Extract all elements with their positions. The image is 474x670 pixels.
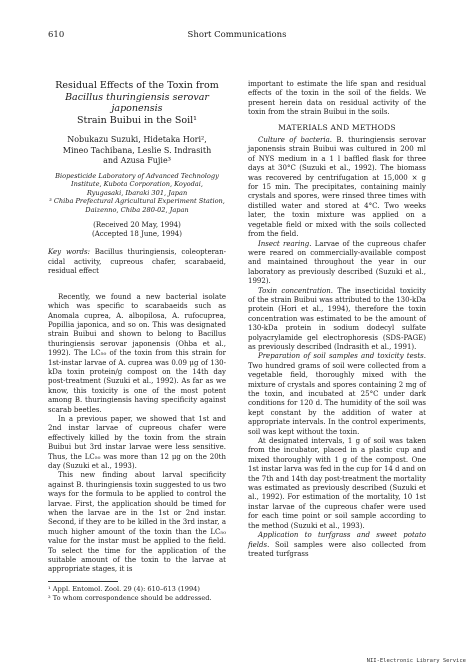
footnote-rule <box>48 581 118 582</box>
affil2-line-1: ³ Chiba Prefectural Agricultural Experiment Station, <box>49 197 225 206</box>
methods-paragraph <box>248 437 426 531</box>
affiliations <box>48 172 226 215</box>
affil1-line-1: Biopesticide Laboratory of Advanced Technology <box>55 171 219 180</box>
left-body <box>48 293 226 575</box>
running-head: Short Communications <box>187 30 287 40</box>
methods-paragraph <box>248 136 426 239</box>
footnote-1: ¹ Appl. Entomol. Zool. 29 (4): 610–613 (1994) <box>48 585 200 593</box>
body-paragraph: This new finding about larval specificity against B. thuringiensis toxin suggested to us two ways for the formula to be applied to control the larvae. First, the application should be timed for when the larvae are in the 1st or 2nd instar. Second, if they are to be killed in the 3rd instar, a much higher amount of the toxin than the LC₅₀ value for the instar must be applied to the field. To select the time for the application of the suitable amount of the toxin to the larvae at appropriate stages, it is <box>48 471 226 574</box>
title-line-1: Residual Effects of the Toxin from <box>55 80 219 91</box>
authors-line-1: Nobukazu Suzuki, Hidetaka Hori², <box>67 135 207 144</box>
methods-paragraph <box>248 287 426 353</box>
title-line-2: Bacillus thuringiensis serovar japonensis <box>65 91 209 114</box>
keywords <box>48 248 226 276</box>
submission-dates <box>48 221 226 239</box>
footnote-2: ² To whom correspondence should be addressed. <box>48 594 212 602</box>
subsection-body: The insecticidal toxicity of the strain Buibui was attributed to the 130-kDa protein (Hori et al., 1994), therefore the toxin concentration was estimated to be the amount of 130-kDa protein in sodium dodecyl sulfate polyacrylamide gel electrophoresis (SDS-PAGE) as previously described (Indrasith et al., 1991). <box>248 286 426 351</box>
left-column <box>48 80 226 575</box>
page-header <box>48 30 426 44</box>
subsection-head: Preparation of soil samples and toxicity tests. <box>258 352 426 361</box>
methods-paragraph <box>248 352 426 437</box>
footnotes <box>48 585 248 603</box>
page-number: 610 <box>48 30 65 40</box>
subsection-head: Toxin concentration. <box>258 286 333 295</box>
subsection-head: Insect rearing. <box>258 239 312 248</box>
affil1-line-2: Institute, Kubota Corporation, Koyodai, <box>71 180 203 189</box>
body-paragraph: In a previous paper, we showed that 1st and 2nd instar larvae of cupreous chafer were effectively killed by the toxin from the strain Buibui but 3rd instar larvae were less sensitive. Thus, the LC₅₀ was more than 12 μg on the 20th day (Suzuki et al., 1993). <box>48 414 226 470</box>
subsection-body: Soil samples were also collected from treated turfgrass <box>248 540 426 558</box>
affil1-line-3: Ryugasaki, Ibaraki 301, Japan <box>86 188 188 197</box>
section-heading: MATERIALS AND METHODS <box>278 122 396 132</box>
article-title <box>48 80 226 126</box>
keywords-label: Key words: <box>48 248 90 257</box>
right-column <box>248 80 426 559</box>
methods-paragraph <box>248 240 426 287</box>
subsection-body: Larvae of the cupreous chafer were reared on commercially-available compost and maintained throughout the year in our laboratory as previously described (Suzuki et al., 1992). <box>248 239 426 286</box>
subsection-body: Two hundred grams of soil were collected from a vegetable field, thoroughly mixed with the mixture of crystals and spores containing 2 mg of the toxin, and incubated at 25°C under dark conditions for 120 d. The humidity of the soil was kept constant by the addition of water at appropriate intervals. In the control experiments, soil was kept without the toxin. <box>248 361 426 436</box>
authors-line-2: Mineo Tachibana, Leslie S. Indrasith <box>62 145 212 155</box>
subsection-head: Application to turfgrass and sweet potato fields. <box>248 531 426 549</box>
subsection-head: Culture of bacteria. <box>258 136 332 145</box>
affil2-line-2: Daizenno, Chiba 280-02, Japan <box>85 205 189 214</box>
authors-line-3: and Azusa Fujie³ <box>103 156 171 165</box>
methods-paragraph <box>248 531 426 559</box>
authors <box>48 135 226 167</box>
title-line-3: Strain Buibui in the Soil¹ <box>77 114 197 126</box>
keywords-text: Bacillus thuringiensis, coleopteran-cidal activity, cupreous chafer, scarabaeid, residual effect <box>48 248 226 276</box>
subsection-body: At designated intervals, 1 g of soil was taken from the incubator, placed in a plastic cup and mixed thoroughly with 1 g of the compost. One 1st instar larva was fed in the cup for 14 d and on the 7th and 14th day post-treatment the mortality was estimated as previously described (Suzuki et al., 1992). For estimation of the mortality, 10 1st instar larvae of the cupreous chafer were used for each time point or soil sample according to the method (Suzuki et al., 1993). <box>248 437 426 530</box>
accepted-date: (Accepted 18 June, 1994) <box>91 230 182 239</box>
received-date: (Received 20 May, 1994) <box>93 221 181 230</box>
library-watermark: NII-Electronic Library Service <box>366 658 466 664</box>
subsection-body: B. thuringiensis serovar japonensis strain Buibui was cultured in 200 ml of NYS medium in a 1 l baffled flask for three days at 30°C (Suzuki et al., 1992). The biomass was recovered by centrifugation at 15,000 × g for 15 min. The precipitates, containing mainly crystals and spores, were rinsed three times with distilled water and stored at 4°C. Two weeks later, the toxin mixture was applied on a vegetable field or mixed with the soils collected from the field. <box>248 136 427 239</box>
intro-continuation: important to estimate the life span and residual effects of the toxin in the soil of the fields. We present herein data on residual activity of the toxin from the strain Buibui in the soils. <box>248 80 426 117</box>
body-paragraph: Recently, we found a new bacterial isolate which was specific to scarabaeids such as Anomala cuprea, A. albopilosa, A. rufocuprea, Popillia japonica, and so on. This was designated strain Buibui and shown to belong to Bacillus thuringiensis serovar japonensis (Ohba et al., 1992). The LC₅₀ of the toxin from this strain for 1st-instar larvae of A. cuprea was 0.09 μg of 130-kDa toxin protein/g compost on the 14th day post-treatment (Suzuki et al., 1992). As far as we know, this toxicity is one of the most potent among B. thuringiensis having specificity against scarab beetles. <box>48 292 226 414</box>
